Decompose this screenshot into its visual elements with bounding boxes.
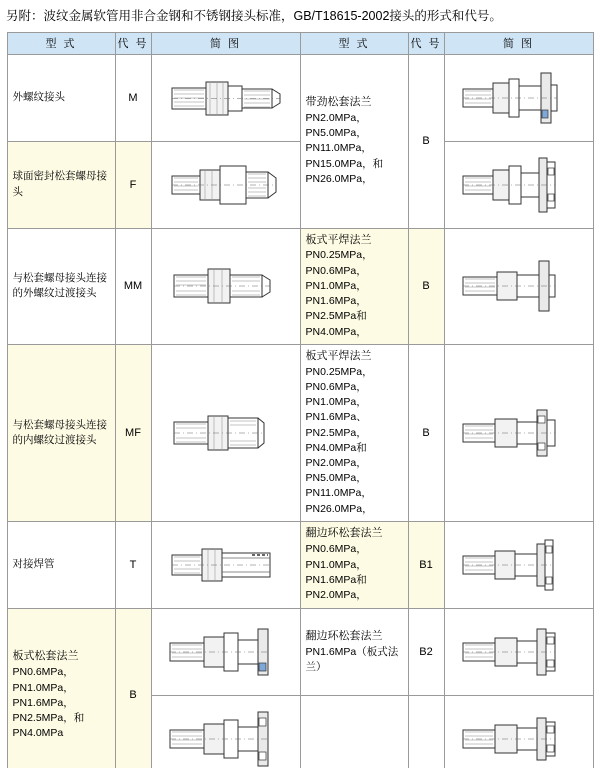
type-cell-t xyxy=(7,521,115,608)
table-row xyxy=(7,228,593,344)
type-label: 对接焊管 xyxy=(12,558,55,571)
type-cell-ribbed-flange xyxy=(300,54,408,228)
butt-weld-pipe-figure xyxy=(152,522,299,608)
table-row xyxy=(7,521,593,608)
empty-code-cell xyxy=(408,695,444,768)
figure-cell-b-plate-2 xyxy=(151,695,300,768)
table-row xyxy=(7,54,593,141)
female-thread-transition-figure xyxy=(152,390,299,476)
figure-cell-t xyxy=(151,521,300,608)
plate-loose-flange-figure xyxy=(152,609,299,695)
figure-cell-ribbed-flange-1 xyxy=(444,54,593,141)
type-label: 球面密封松套螺母接头 xyxy=(12,170,107,198)
type-cell-ring-flange-b2 xyxy=(300,608,408,695)
code-cell-flat-weld-2: B xyxy=(408,344,444,521)
type-label: 板式松套法兰 xyxy=(12,650,79,663)
type-detail: PN0.6MPa，PN1.0MPa，PN1.6MPa和PN2.0MPa， xyxy=(305,543,367,602)
empty-type-cell xyxy=(300,695,408,768)
code-cell-m: M xyxy=(115,54,151,141)
spherical-seal-union-nut-figure xyxy=(152,142,299,228)
figure-cell-f xyxy=(151,141,300,228)
type-cell-flat-weld-2 xyxy=(300,344,408,521)
type-detail: PN1.6MPa（板式法兰） xyxy=(305,645,399,673)
figure-cell-flat-weld-1 xyxy=(444,228,593,344)
code-cell-ring-flange-b1: B1 xyxy=(408,521,444,608)
header-figure-right: 简 图 xyxy=(444,32,593,54)
type-label: 板式平焊法兰 xyxy=(305,233,372,246)
figure-cell-b-plate-1 xyxy=(151,608,300,695)
figure-cell-ring-flange-b2 xyxy=(444,608,593,695)
figure-cell-m xyxy=(151,54,300,141)
code-cell-b-plate-loose-flange: B xyxy=(115,608,151,768)
code-cell-flat-weld-1: B xyxy=(408,228,444,344)
figure-cell-mf xyxy=(151,344,300,521)
type-cell-ring-flange-b1 xyxy=(300,521,408,608)
table-row xyxy=(7,608,593,695)
type-label: 翻边环松套法兰 xyxy=(305,527,383,540)
type-detail: PN2.0MPa，PN5.0MPa，PN11.0MPa，PN15.0MPa，和PN26.0MPa， xyxy=(305,111,384,185)
code-cell-ribbed-flange: B xyxy=(408,54,444,228)
code-cell-mm: MM xyxy=(115,228,151,344)
type-label: 板式平焊法兰 xyxy=(305,349,372,362)
code-cell-f: F xyxy=(115,141,151,228)
plate-loose-flange-figure xyxy=(152,696,299,768)
type-label: 与松套螺母接头连接的内螺纹过渡接头 xyxy=(12,418,107,446)
figure-cell-flat-weld-2 xyxy=(444,344,593,521)
ribbed-loose-flange-figure xyxy=(445,142,592,228)
page-title: 另附：波纹金属软管用非合金钢和不锈钢接头标准，GB/T18615-2002接头的形式和代号。 xyxy=(6,9,502,23)
flanged-ring-loose-flange-figure xyxy=(445,522,592,608)
flanged-ring-loose-flange-2-figure xyxy=(445,696,592,768)
header-type-right: 型 式 xyxy=(300,32,408,54)
type-cell-b-plate-loose-flange xyxy=(7,608,115,768)
plate-flat-weld-flange-figure xyxy=(445,243,592,329)
code-cell-ring-flange-b2: B2 xyxy=(408,608,444,695)
type-label: 翻边环松套法兰 xyxy=(305,629,383,642)
type-detail: PN0.6MPa，PN1.0MPa，PN1.6MPa，PN2.5MPa，和PN4.0MPa xyxy=(12,666,85,740)
empty-figure-cell xyxy=(444,695,593,768)
ribbed-loose-flange-figure xyxy=(445,55,592,141)
flanged-ring-loose-flange-2-figure xyxy=(445,609,592,695)
type-cell-mm xyxy=(7,228,115,344)
male-thread-transition-figure xyxy=(152,243,299,329)
header-figure-left: 简 图 xyxy=(151,32,300,54)
code-cell-mf: MF xyxy=(115,344,151,521)
type-detail: PN0.25MPa，PN0.6MPa，PN1.0MPa，PN1.6MPa，PN2.5MPa和PN4.0MPa， xyxy=(305,249,373,338)
type-cell-mf xyxy=(7,344,115,521)
type-label: 与松套螺母接头连接的外螺纹过渡接头 xyxy=(12,271,107,300)
type-label: 带劲松套法兰 xyxy=(305,95,372,108)
header-code-left: 代 号 xyxy=(115,32,151,54)
type-cell-flat-weld-1 xyxy=(300,228,408,344)
plate-flat-weld-flange-2-figure xyxy=(445,390,592,476)
figure-cell-ring-flange-b1 xyxy=(444,521,593,608)
figure-cell-mm xyxy=(151,228,300,344)
figure-cell-ribbed-flange-2 xyxy=(444,141,593,228)
standards-table xyxy=(7,32,594,768)
header-type-left: 型 式 xyxy=(7,32,115,54)
type-cell-f xyxy=(7,141,115,228)
type-label: 外螺纹接头 xyxy=(12,90,65,103)
type-detail: PN0.25MPa，PN0.6MPa，PN1.0MPa，PN1.6MPa、PN2.5MPa，PN4.0MPa和PN2.0MPa，PN5.0MPa，PN11.0MPa，PN26.0MPa， xyxy=(305,365,373,515)
threaded-male-connector-figure xyxy=(152,55,299,141)
header-code-right: 代 号 xyxy=(408,32,444,54)
table-row xyxy=(7,344,593,521)
code-cell-t: T xyxy=(115,521,151,608)
table-header-row xyxy=(7,32,593,54)
type-cell-m xyxy=(7,54,115,141)
